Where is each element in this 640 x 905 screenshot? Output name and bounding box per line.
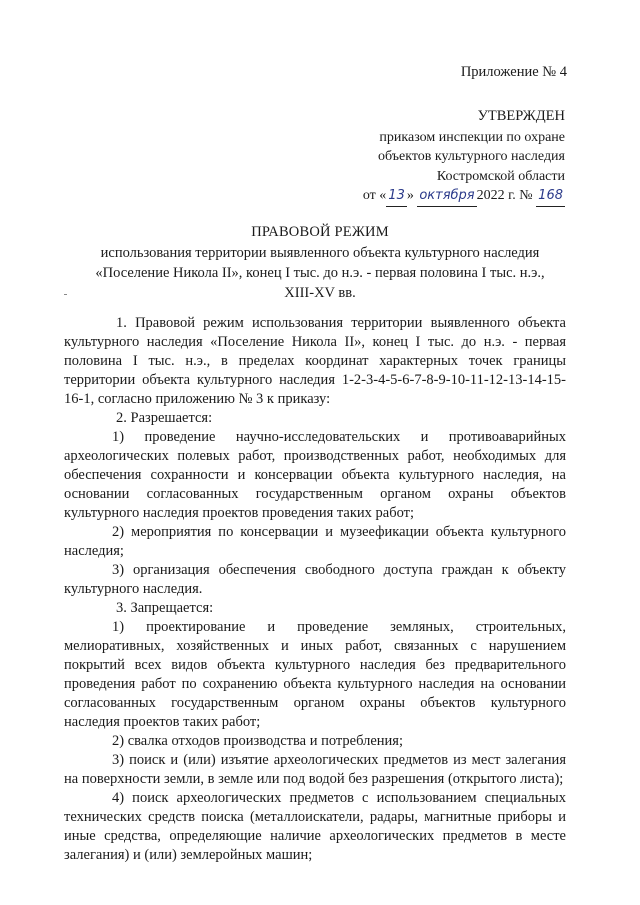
approval-line: объектов культурного наследия — [377, 149, 565, 164]
handwritten-number: 168 — [536, 186, 565, 207]
list-item: 2) свалка отходов производства и потребления; — [112, 733, 404, 749]
document-title-block — [64, 222, 576, 303]
year-text: 2022 г. № — [476, 188, 533, 203]
document-title: ПРАВОВОЙ РЕЖИМ — [251, 224, 389, 240]
list-item: 4) поиск археологических предметов с использованием специальных технических средств поиска (металлоискатели, радары, магнитные приборы и иные средства, определяющие наличие археологических предметов в месте залегания) и (или) землеройных машин; — [64, 790, 566, 863]
approval-date-line — [265, 186, 565, 207]
date-prefix: от « — [362, 188, 387, 203]
date-mid: » — [406, 188, 414, 203]
approval-line: приказом инспекции по охране — [379, 129, 565, 145]
list-item: 1) проектирование и проведение земляных, строительных, мелиоративных, хозяйственных и иных работ, связанных с нарушением покрытий всех видов объекта культурного наследия без предварительного проведения работ по сохранению объекта культурного наследия на основании согласованных государственным органом охраны объектов культурного наследия проектов таких работ; — [64, 619, 566, 730]
title-line: XIII-XV вв. — [284, 285, 356, 301]
list-item: 2) мероприятия по консервации и музеефикации объекта культурного наследия; — [64, 524, 566, 559]
approval-heading: УТВЕРЖДЕН — [477, 108, 565, 124]
handwritten-day: 13 — [386, 186, 407, 207]
paragraph-2-heading: 2. Разрешается: — [116, 410, 213, 426]
approval-line: Костромской области — [436, 168, 565, 184]
paragraph-3-heading: 3. Запрещается: — [116, 600, 214, 616]
list-item: 3) организация обеспечения свободного доступа граждан к объекту культурного наследия. — [64, 562, 566, 597]
appendix-label: Приложение № 4 — [460, 64, 567, 80]
approval-block — [265, 107, 565, 207]
scan-speck — [64, 294, 67, 295]
handwritten-month: октября — [417, 186, 476, 207]
document-body — [64, 314, 566, 865]
list-item: 1) проведение научно-исследовательских и противоаварийных археологических полевых работ, производственных работ, необходимых для обеспечения сохранности и консервации объекта культурного наследия, на основании согласованных государственным органом охраны объектов культурного наследия проектов проведения таких работ; — [64, 429, 566, 521]
title-line: «Поселение Никола II», конец I тыс. до н.э. - первая половина I тыс. н.э., — [95, 265, 545, 281]
title-line: использования территории выявленного объекта культурного наследия — [100, 245, 540, 261]
list-item: 3) поиск и (или) изъятие археологических предметов из мест залегания на поверхности земли, в земле или под водой без разрешения (открытого листа); — [64, 752, 566, 787]
paragraph-1: 1. Правовой режим использования территории выявленного объекта культурного наследия «Поселение Никола II», конец I тыс. до н.э. - первая половина I тыс. н.э., в пределах координат характерных точек границы территории объекта культурного наследия 1-2-3-4-5-6-7-8-9-10-11-12-13-14-15-16-1, согласно приложению № 3 к приказу: — [64, 315, 566, 407]
